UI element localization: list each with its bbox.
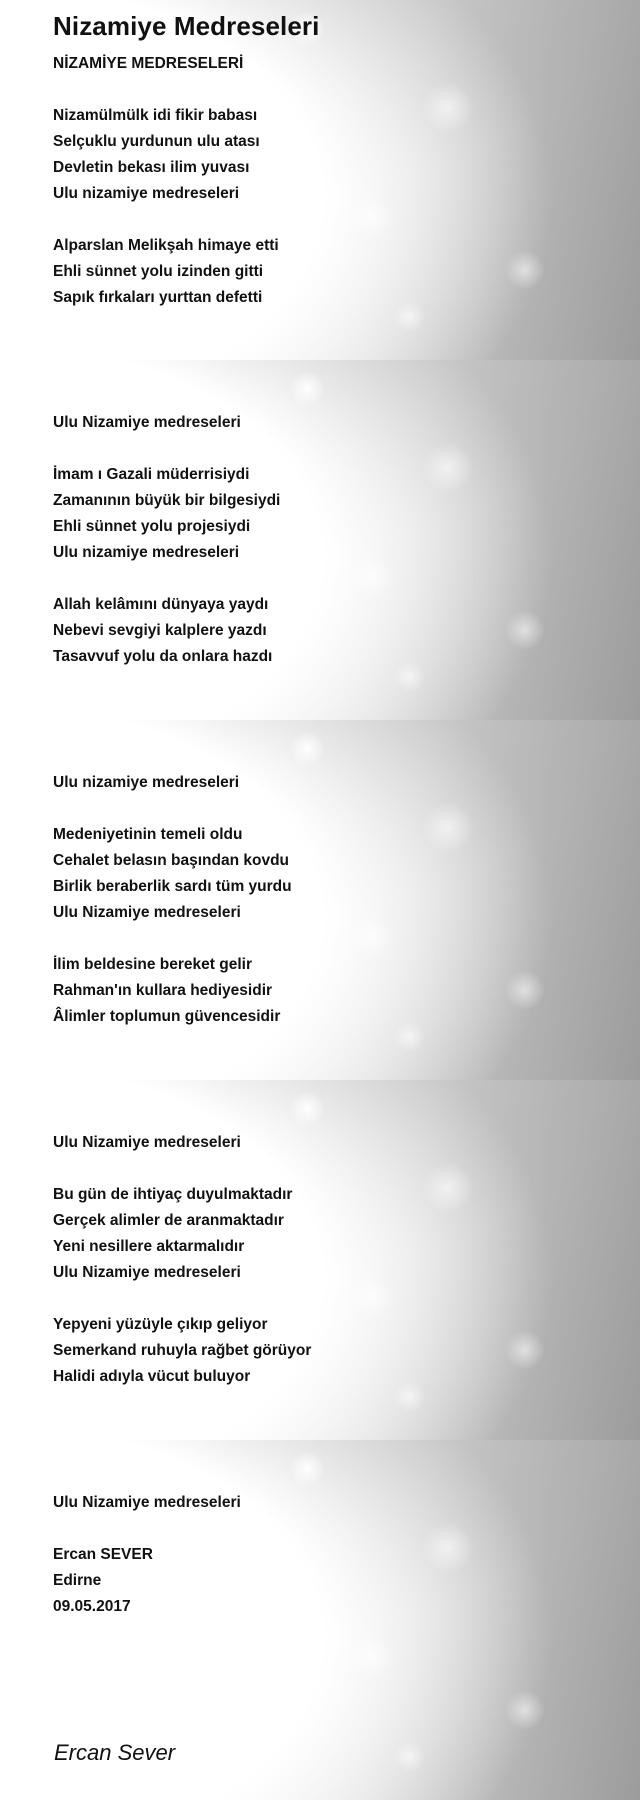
- poem-title: Nizamiye Medreseleri: [53, 11, 320, 41]
- poem-line: Ehli sünnet yolu izinden gitti: [53, 263, 264, 280]
- poem-text: [53, 1490, 241, 1620]
- poem-line: Yeni nesillere aktarmalıdır: [53, 1238, 245, 1255]
- poem-line: Medeniyetinin temeli oldu: [53, 826, 243, 843]
- poem-refrain: Ulu nizamiye medreseleri: [53, 774, 240, 791]
- poem-line: Ulu nizamiye medreseleri: [53, 544, 240, 561]
- poem-page-5: [0, 1440, 640, 1800]
- poem-refrain: Ulu Nizamiye medreseleri: [53, 1494, 241, 1511]
- poem-line: Cehalet belasın başından kovdu: [53, 852, 290, 869]
- poem-line: Birlik beraberlik sardı tüm yurdu: [53, 878, 292, 895]
- poem-line: Selçuklu yurdunun ulu atası: [53, 133, 260, 150]
- poem-page-2: [0, 360, 640, 720]
- poem-line: İmam ı Gazali müderrisiydi: [53, 466, 250, 483]
- poem-line: Alparslan Melikşah himaye etti: [53, 237, 279, 254]
- poem-line: Allah kelâmını dünyaya yaydı: [53, 596, 269, 613]
- poem-line: Devletin bekası ilim yuvası: [53, 159, 250, 176]
- poem-line: Tasavvuf yolu da onlara hazdı: [53, 648, 273, 665]
- poem-text: [53, 410, 280, 670]
- poem-line: Ehli sünnet yolu projesiydi: [53, 518, 251, 535]
- poem-line: Ulu nizamiye medreseleri: [53, 185, 240, 202]
- poem-line: Bu gün de ihtiyaç duyulmaktadır: [53, 1186, 293, 1203]
- poem-line: Yepyeni yüzüyle çıkıp geliyor: [53, 1316, 268, 1333]
- poem-text: [53, 51, 279, 311]
- poem-refrain: Ulu Nizamiye medreseleri: [53, 1134, 241, 1151]
- poem-text: [53, 770, 292, 1030]
- poem-page-1: [0, 0, 640, 360]
- poem-line: Rahman'ın kullara hediyesidir: [53, 982, 273, 999]
- author-city: Edirne: [53, 1572, 102, 1589]
- poem-line: Halidi adıyla vücut buluyor: [53, 1368, 251, 1385]
- poem-line: Nebevi sevgiyi kalplere yazdı: [53, 622, 267, 639]
- poem-line: Sapık fırkaları yurttan defetti: [53, 289, 263, 306]
- poem-heading: NİZAMİYE MEDRESELERİ: [53, 55, 244, 72]
- poem-text: [53, 1130, 311, 1390]
- poem-line: Nizamülmülk idi fikir babası: [53, 107, 258, 124]
- poem-line: Ulu Nizamiye medreseleri: [53, 904, 241, 921]
- poem-page-3: [0, 720, 640, 1080]
- poem-refrain: Ulu Nizamiye medreseleri: [53, 414, 241, 431]
- poem-page-4: [0, 1080, 640, 1440]
- poem-line: İlim beldesine bereket gelir: [53, 956, 252, 973]
- poem-line: Zamanının büyük bir bilgesiydi: [53, 492, 281, 509]
- poem-line: Gerçek alimler de aranmaktadır: [53, 1212, 284, 1229]
- author-signature: Ercan Sever: [54, 1740, 176, 1765]
- poem-line: Semerkand ruhuyla rağbet görüyor: [53, 1342, 312, 1359]
- poem-line: Âlimler toplumun güvencesidir: [53, 1008, 281, 1025]
- author-name: Ercan SEVER: [53, 1546, 153, 1563]
- poem-date: 09.05.2017: [53, 1598, 131, 1615]
- poem-line: Ulu Nizamiye medreseleri: [53, 1264, 241, 1281]
